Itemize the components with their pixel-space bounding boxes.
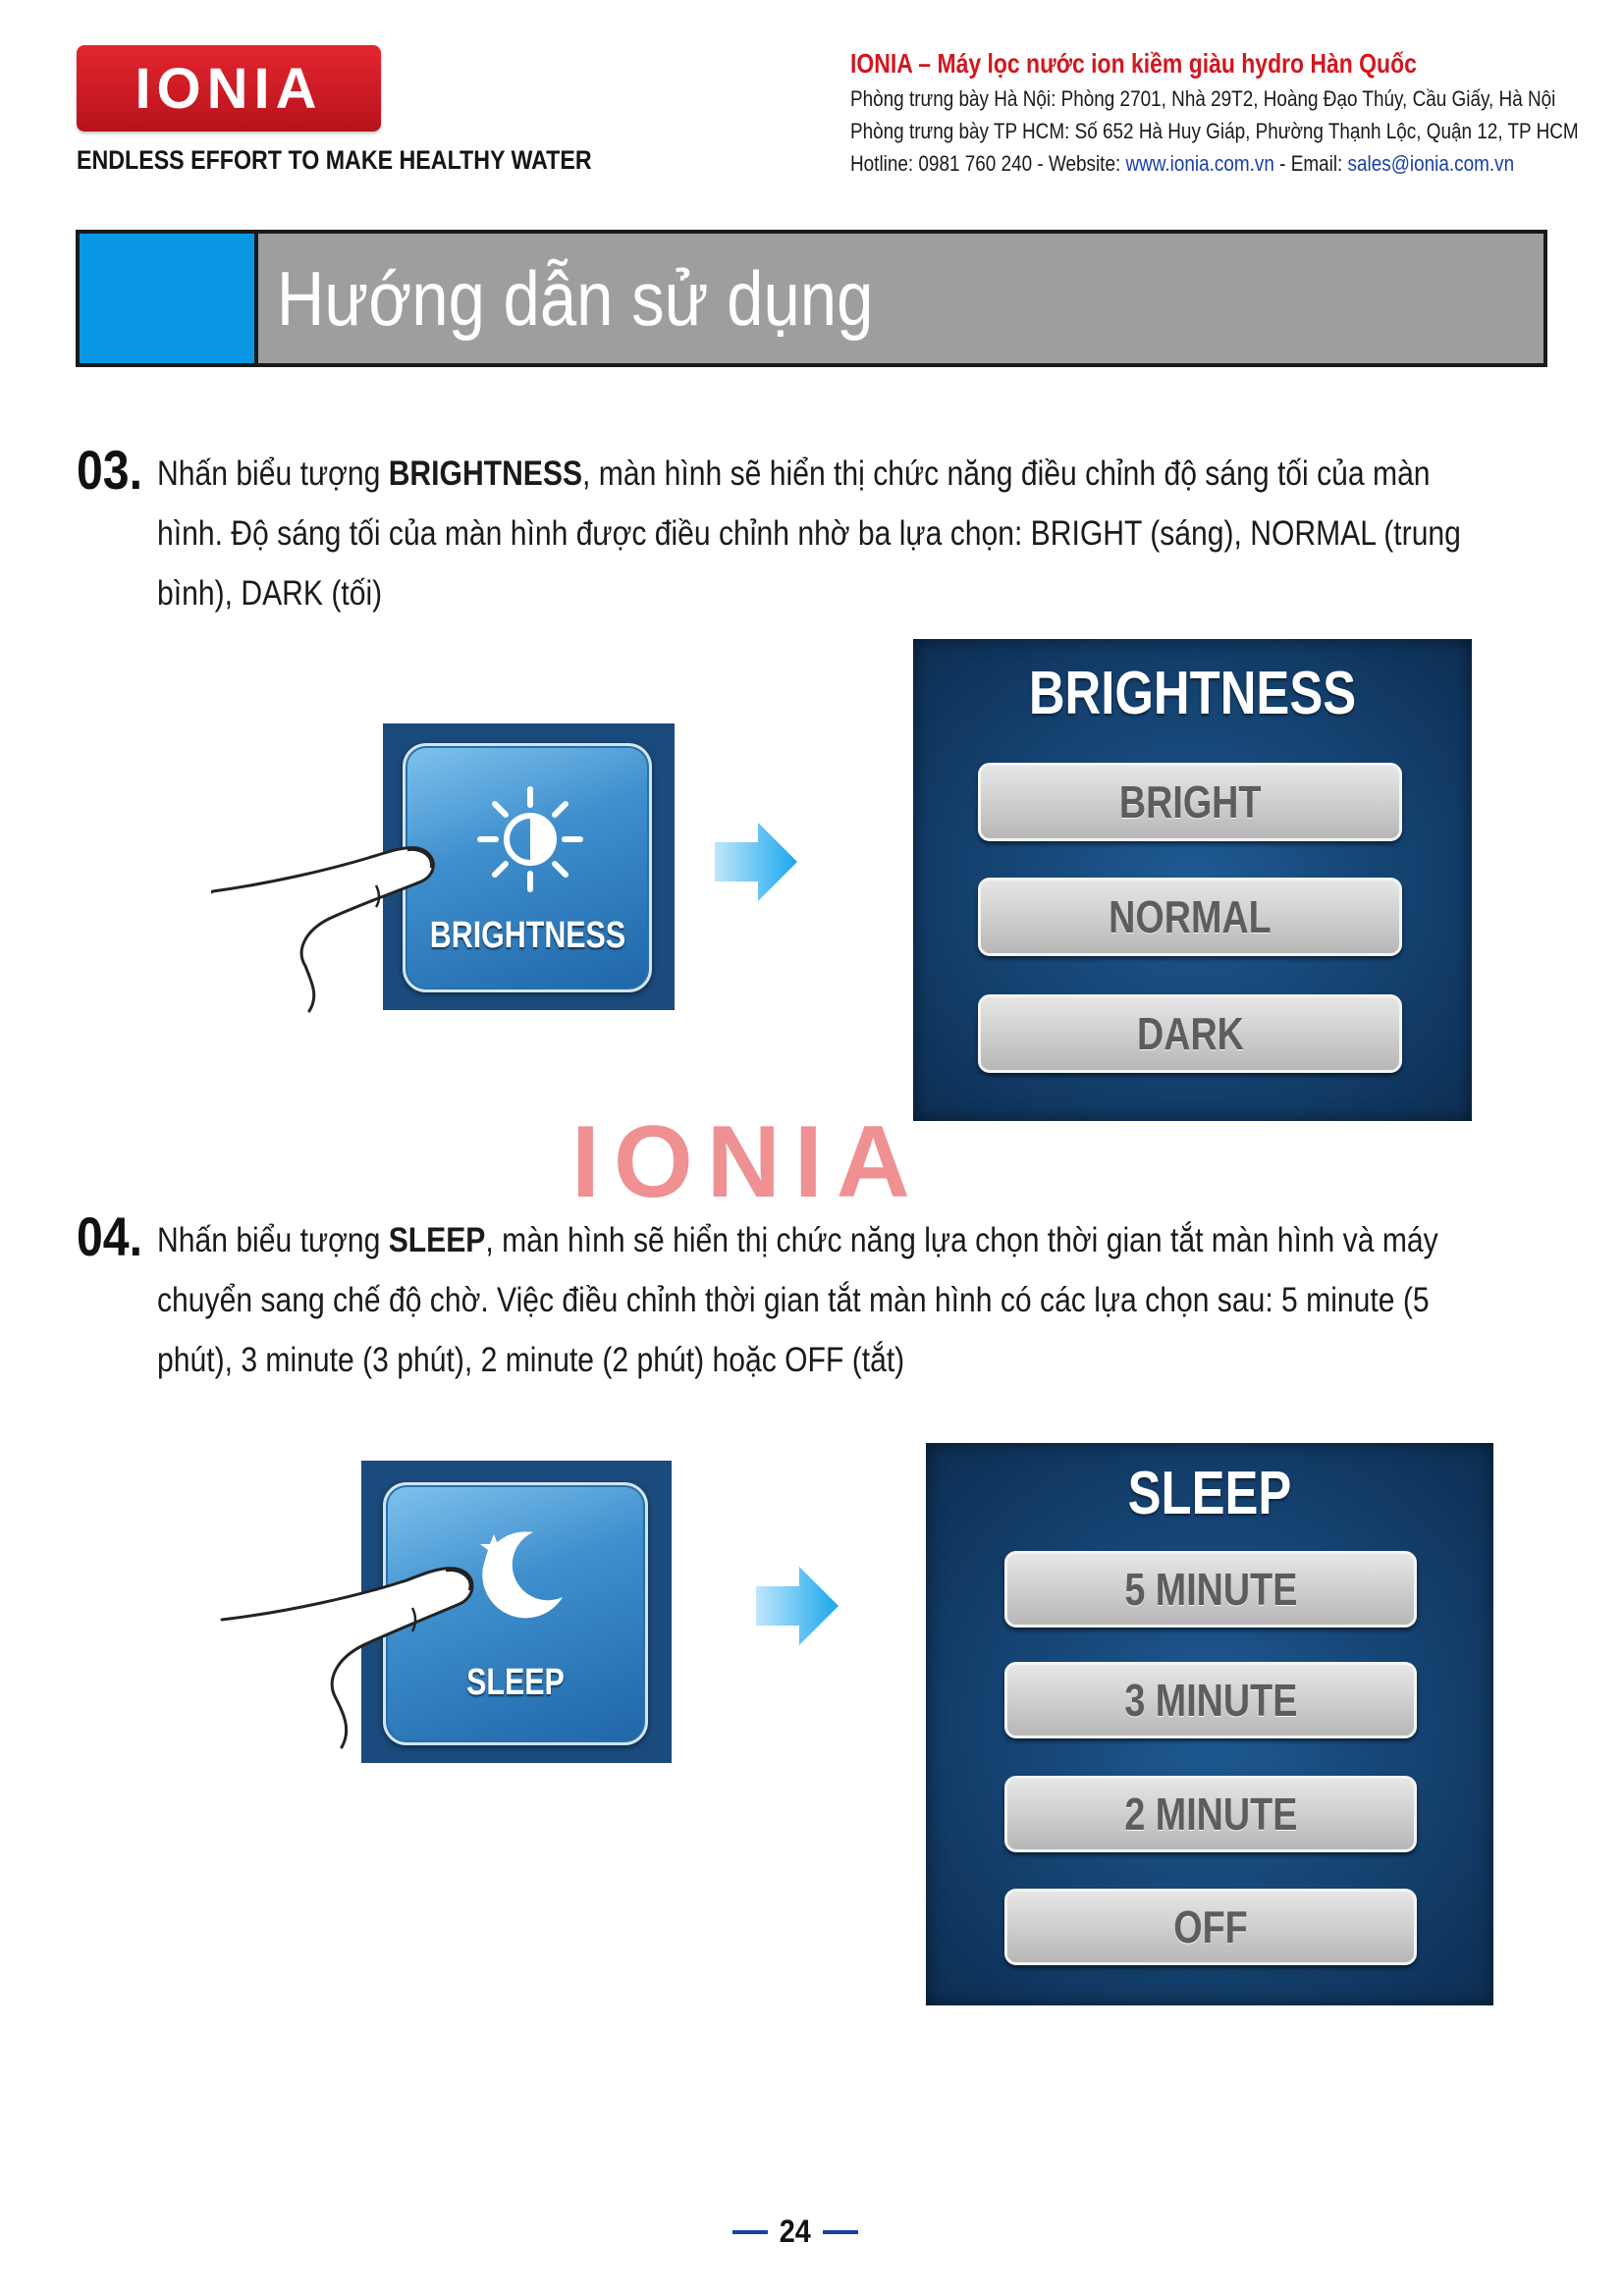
normal-option-button[interactable] [978, 878, 1402, 956]
step-text-after: , màn hình sẽ hiển thị chức năng điều chỉnh độ sáng tối của màn hình. Độ sáng tối của màn hình được điều chỉnh nhờ ba lựa chọn: BRIGHT (sáng), NORMAL (trung bình), DARK (tối) [157, 454, 1461, 613]
company-name: IONIA – Máy lọc nước ion kiềm giàu hydro Hàn Quốc [850, 48, 1417, 79]
3-minute-option-button[interactable] [1004, 1662, 1417, 1738]
off-option-button[interactable] [1004, 1889, 1417, 1965]
ionia-watermark: IONIA [571, 1105, 924, 1219]
hotline-line [850, 147, 1515, 180]
ionia-logo [77, 45, 381, 132]
page-number-dash-left [732, 2230, 768, 2234]
sleep-menu-title: SLEEP [1127, 1460, 1292, 1527]
2-minute-option-button[interactable] [1004, 1776, 1417, 1852]
step-number: 03. [77, 439, 142, 501]
5-minute-option-button[interactable] [1004, 1551, 1417, 1628]
showroom-hcm: Phòng trưng bày TP HCM: Số 652 Hà Huy Giáp, Phường Thạnh Lộc, Quận 12, TP HCM [850, 119, 1579, 143]
website-link[interactable]: www.ionia.com.vn [1125, 151, 1274, 176]
email-label: - Email: [1273, 151, 1348, 176]
page-number [731, 2214, 859, 2250]
step-description [157, 444, 1504, 623]
showroom-hanoi: Phòng trưng bày Hà Nội: Phòng 2701, Nhà 29T2, Hoàng Đạo Thúy, Cầu Giấy, Hà Nội [850, 86, 1556, 111]
option-label: 3 MINUTE [1123, 1675, 1298, 1726]
step-number: 04. [77, 1205, 142, 1267]
section-title: Hướng dẫn sử dụng [276, 255, 874, 342]
option-label: 5 MINUTE [1123, 1564, 1298, 1615]
option-label: DARK [1136, 1008, 1244, 1059]
option-label: 2 MINUTE [1123, 1789, 1298, 1840]
step-keyword: SLEEP [388, 1221, 486, 1259]
brightness-menu-screen [913, 639, 1472, 1121]
option-label: BRIGHT [1118, 776, 1262, 828]
hotline-label: Hotline: 0981 760 240 - Website: [850, 151, 1126, 176]
sleep-icon-label: SLEEP [466, 1662, 565, 1703]
bright-option-button[interactable] [978, 763, 1402, 841]
logo-text: IONIA [135, 56, 323, 121]
page-number-value: 24 [779, 2214, 812, 2249]
brightness-icon-label: BRIGHTNESS [429, 915, 626, 956]
slogan: ENDLESS EFFORT TO MAKE HEALTHY WATER [77, 145, 592, 175]
section-title-band [76, 230, 1547, 367]
sun-icon [476, 785, 584, 893]
brightness-menu-title: BRIGHTNESS [1028, 660, 1357, 727]
right-arrow-icon [715, 823, 797, 901]
step-text-after: , màn hình sẽ hiển thị chức năng lựa chọn thời gian tắt màn hình và máy chuyển sang chế độ chờ. Việc điều chỉnh thời gian tắt màn hình có các lựa chọn sau: 5 minute (5 phút), 3 minute (3 phút), 2 minute (2 phút) hoặc OFF (tắt) [157, 1221, 1438, 1379]
option-label: OFF [1173, 1901, 1248, 1952]
pointing-hand-icon [211, 834, 466, 1021]
contact-block [850, 45, 1579, 180]
option-label: NORMAL [1109, 891, 1272, 942]
title-accent-block [80, 234, 258, 363]
step-description [157, 1210, 1504, 1390]
email-link[interactable]: sales@ionia.com.vn [1347, 151, 1515, 176]
page-number-dash-right [823, 2230, 858, 2234]
sleep-menu-screen [926, 1443, 1493, 2005]
step-keyword: BRIGHTNESS [388, 454, 583, 493]
step-text-before: Nhấn biểu tượng [157, 1221, 389, 1259]
dark-option-button[interactable] [978, 994, 1402, 1073]
step-text-before: Nhấn biểu tượng [157, 454, 389, 493]
right-arrow-icon [756, 1567, 839, 1645]
pointing-hand-icon [220, 1547, 514, 1753]
